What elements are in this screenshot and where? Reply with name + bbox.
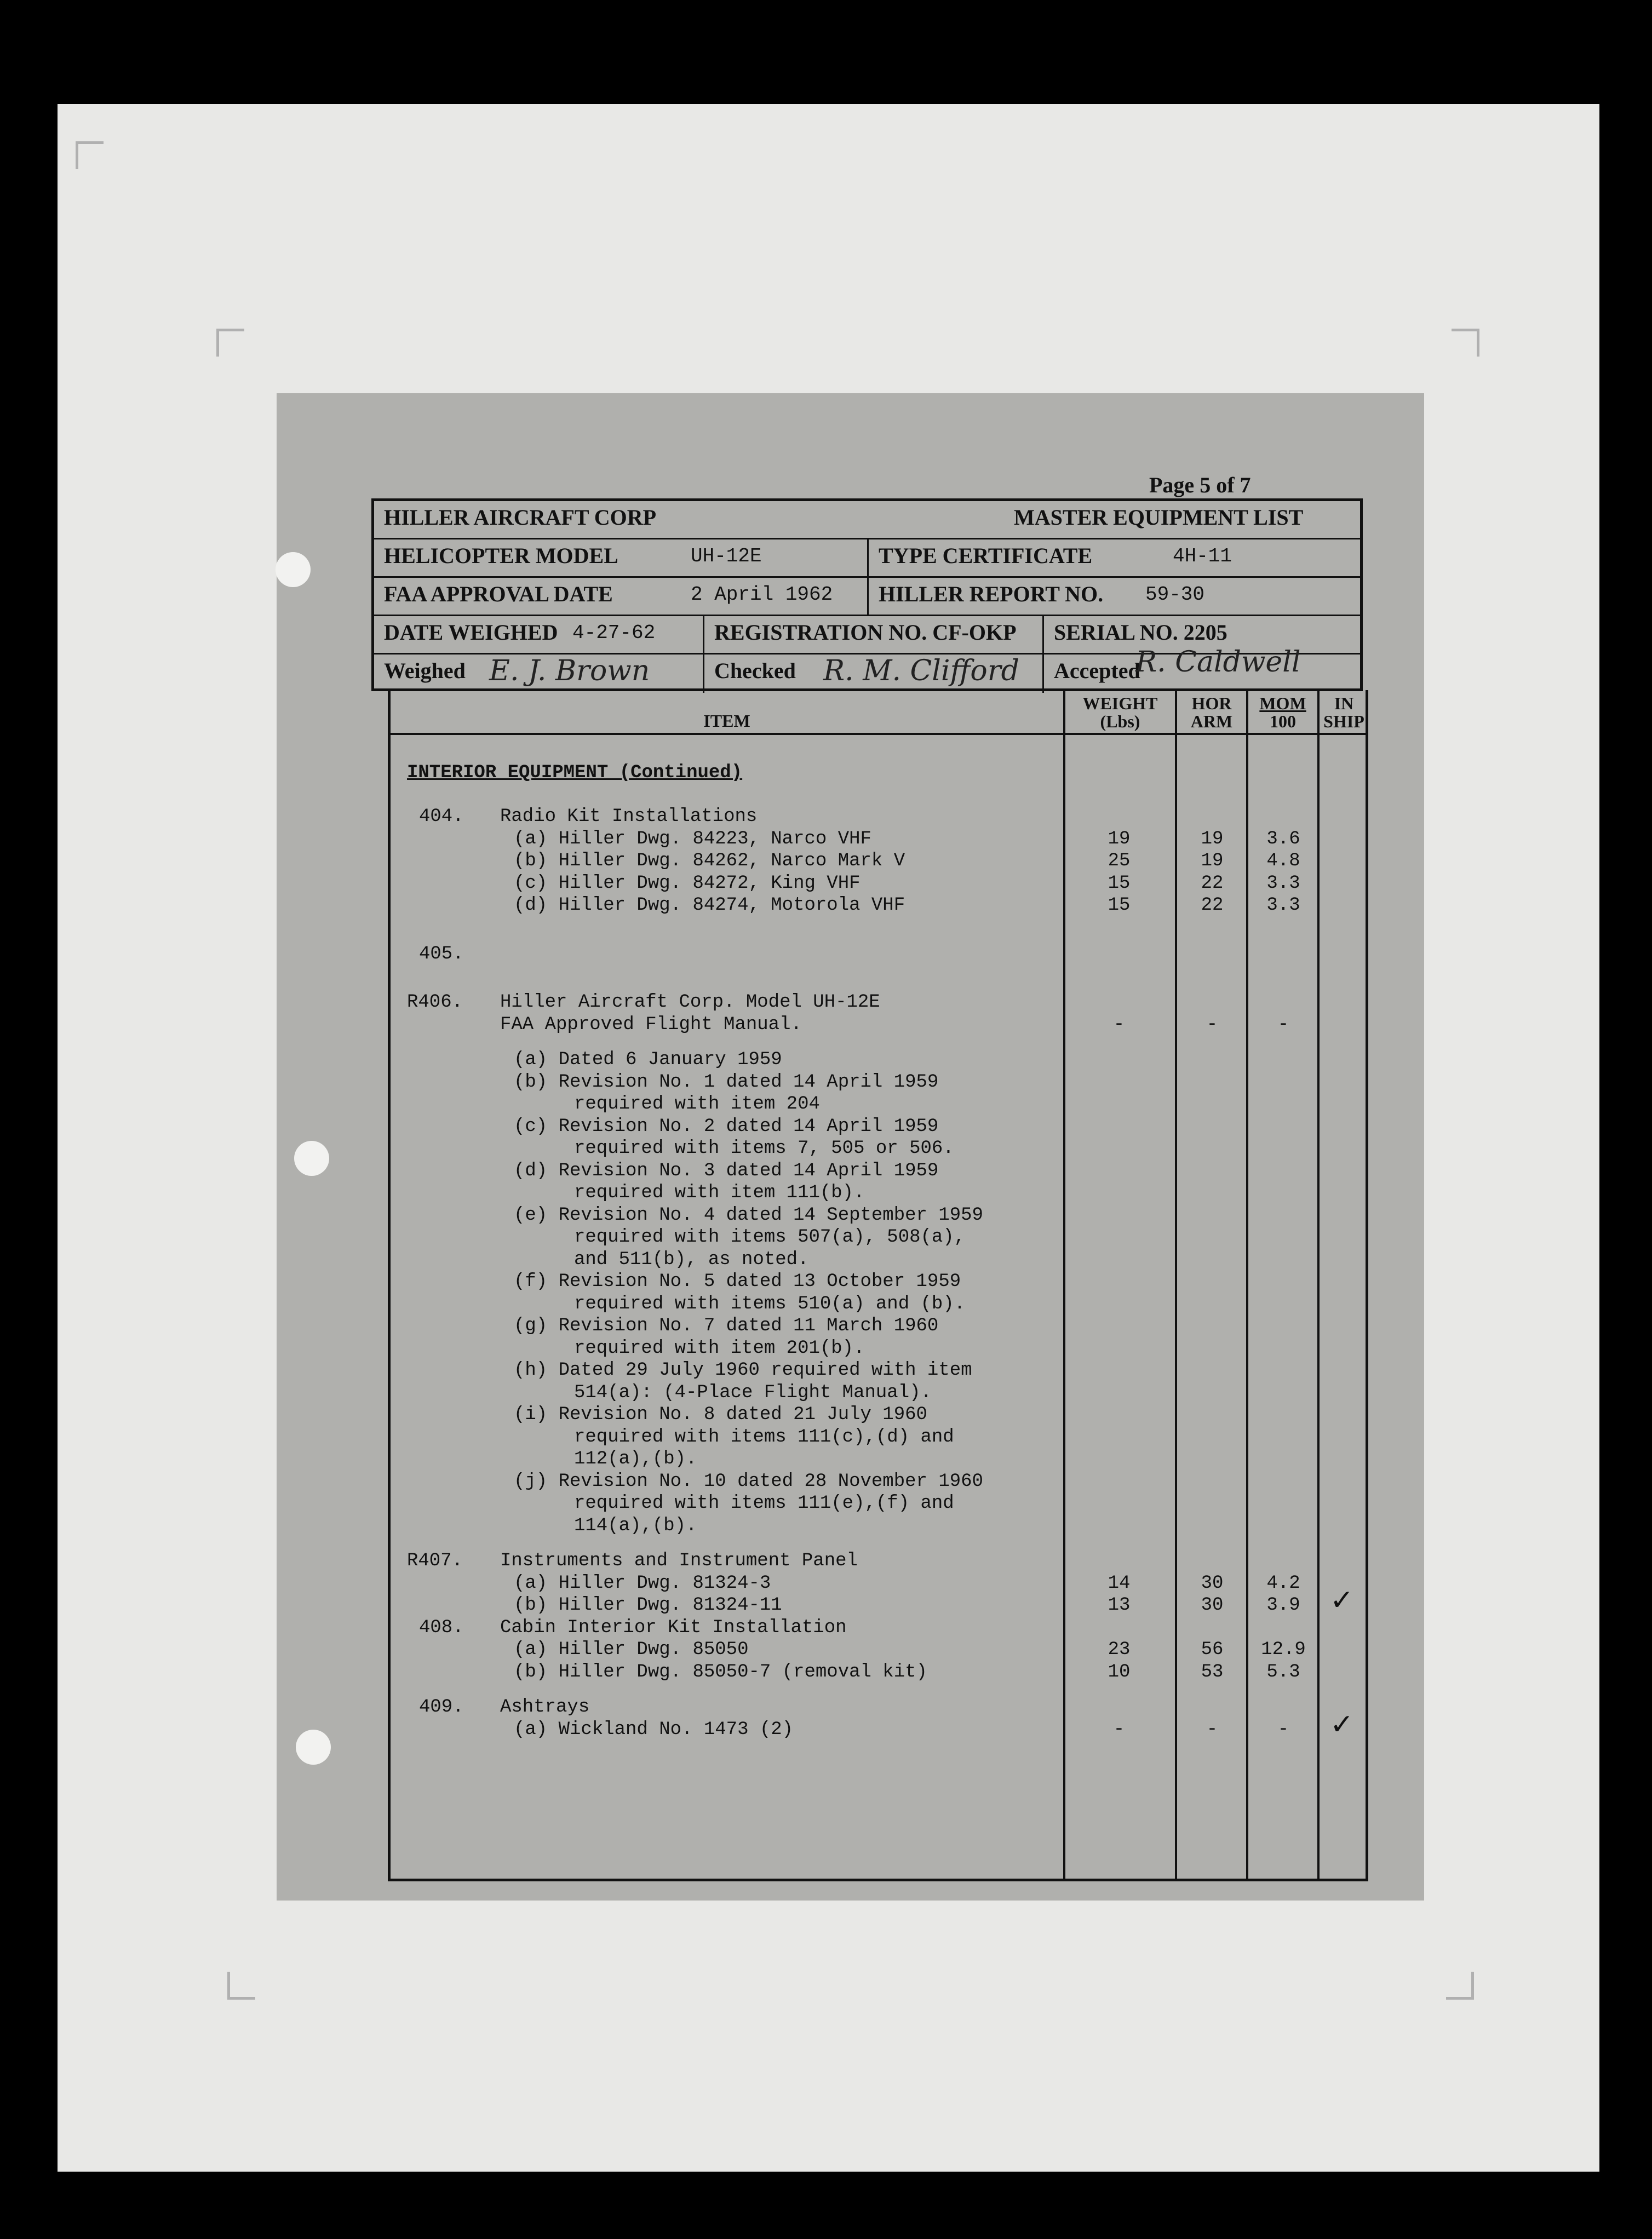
moment-value: 3.3 xyxy=(1266,895,1300,916)
item-description: (b) Revision No. 1 dated 14 April 1959 xyxy=(514,1071,939,1093)
mom-header-label: MOM xyxy=(1259,693,1306,713)
item-column-header xyxy=(391,690,1063,735)
weight-value: 10 xyxy=(1108,1661,1131,1683)
header-row-2 xyxy=(374,539,1360,578)
header-row-1 xyxy=(374,501,1360,539)
item-description: Radio Kit Installations xyxy=(500,806,758,827)
item-description: (a) Wickland No. 1473 (2) xyxy=(514,1719,794,1740)
item-continuation-text: 112(a),(b). xyxy=(574,1449,697,1469)
punch-hole-top xyxy=(276,552,311,587)
moment-value: 4.2 xyxy=(1266,1572,1300,1594)
in-ship-column-header xyxy=(1320,690,1368,735)
hor-header-label: HOR xyxy=(1191,693,1232,713)
item-continuation-text: required with items 510(a) and (b). xyxy=(574,1293,966,1314)
punch-hole-middle xyxy=(294,1141,329,1176)
item-continuation-text: and 511(b), as noted. xyxy=(574,1249,809,1270)
moment-value: 12.9 xyxy=(1261,1639,1306,1660)
list-title: MASTER EQUIPMENT LIST xyxy=(1014,505,1304,530)
moment-value: 4.8 xyxy=(1266,851,1300,871)
hor-arm-value: - xyxy=(1206,1719,1218,1740)
item-description: (g) Revision No. 7 dated 11 March 1960 xyxy=(514,1316,939,1336)
accepted-signature: R. Caldwell xyxy=(1135,646,1301,679)
in-ship-check-mark: ✓ xyxy=(1330,1708,1354,1741)
weight-value: 19 xyxy=(1108,828,1131,849)
in-ship-check-mark: ✓ xyxy=(1330,1584,1354,1617)
type-certificate-value: 4H-11 xyxy=(1173,545,1232,567)
hor-arm-value: - xyxy=(1206,1014,1218,1035)
crop-mark-top-left xyxy=(76,141,104,169)
weight-value: 25 xyxy=(1108,851,1131,871)
type-certificate-label: TYPE CERTIFICATE xyxy=(867,539,1092,576)
helicopter-model-value: UH-12E xyxy=(691,545,762,567)
item-description: (j) Revision No. 10 dated 28 November 1960 xyxy=(514,1471,983,1492)
item-description: Hiller Aircraft Corp. Model UH-12E xyxy=(500,992,880,1013)
item-description: (d) Hiller Dwg. 84274, Motorola VHF xyxy=(514,895,905,916)
item-number: 409. xyxy=(419,1697,464,1718)
hor-arm-value: 53 xyxy=(1201,1661,1224,1683)
weight-value: 13 xyxy=(1108,1595,1131,1616)
faa-approval-date: 2 April 1962 xyxy=(691,583,833,606)
hor-arm-column-header xyxy=(1177,690,1246,735)
in-ship-column-rule xyxy=(1317,690,1320,1879)
item-number: 404. xyxy=(419,806,464,827)
item-description: (e) Revision No. 4 dated 14 September 1959 xyxy=(514,1204,983,1226)
item-continuation-text: 114(a),(b). xyxy=(574,1515,697,1536)
item-number: R406. xyxy=(407,992,463,1013)
item-continuation-text: required with items 111(e),(f) and xyxy=(574,1493,954,1514)
in-header-label: IN xyxy=(1334,693,1354,713)
accepted-label: Accepted xyxy=(1042,655,1140,693)
item-description: (c) Hiller Dwg. 84272, King VHF xyxy=(514,872,861,894)
item-description: (a) Dated 6 January 1959 xyxy=(514,1049,782,1070)
serial-label: SERIAL NO. 2205 xyxy=(1042,616,1227,653)
crop-mark-tr-inner xyxy=(1452,329,1479,357)
weight-value: 23 xyxy=(1108,1639,1131,1660)
item-continuation-text: required with items 7, 505 or 506. xyxy=(574,1138,954,1159)
item-description: (f) Revision No. 5 dated 13 October 1959 xyxy=(514,1271,961,1292)
equipment-table xyxy=(388,690,1368,1881)
item-header-label: ITEM xyxy=(703,711,750,731)
checked-label: Checked xyxy=(703,655,796,693)
hor-arm-value: 30 xyxy=(1201,1595,1224,1616)
moment-value: 3.9 xyxy=(1266,1595,1300,1616)
item-number: R407. xyxy=(407,1551,463,1571)
header-row-3 xyxy=(374,578,1360,616)
item-number: 408. xyxy=(419,1617,464,1638)
faa-approval-label: FAA APPROVAL DATE xyxy=(384,582,613,606)
item-continuation-text: required with item 204 xyxy=(574,1094,820,1115)
item-description: Cabin Interior Kit Installation xyxy=(500,1617,847,1638)
item-description: (a) Hiller Dwg. 81324-3 xyxy=(514,1572,771,1594)
date-weighed-value: 4-27-62 xyxy=(572,622,656,644)
company-name: HILLER AIRCRAFT CORP xyxy=(384,505,657,530)
item-continuation-text: required with items 507(a), 508(a), xyxy=(574,1227,966,1248)
ship-header-label: SHIP xyxy=(1323,711,1364,731)
weighed-signature: E. J. Brown xyxy=(489,655,650,687)
helicopter-model-label: HELICOPTER MODEL xyxy=(384,543,618,568)
report-number: 59-30 xyxy=(1145,583,1205,606)
mom-header-divisor: 100 xyxy=(1270,711,1296,731)
weight-value: 15 xyxy=(1108,895,1131,916)
item-description: (a) Hiller Dwg. 84223, Narco VHF xyxy=(514,828,871,849)
item-continuation-text: required with item 201(b). xyxy=(574,1337,865,1359)
hor-arm-value: 22 xyxy=(1201,872,1224,894)
crop-mark-tl-inner xyxy=(216,329,244,357)
item-description: (b) Hiller Dwg. 81324-11 xyxy=(514,1595,782,1616)
checked-signature: R. M. Clifford xyxy=(823,655,1019,687)
item-description: Instruments and Instrument Panel xyxy=(500,1551,858,1571)
hor-arm-value: 19 xyxy=(1201,828,1224,849)
item-description: (i) Revision No. 8 dated 21 July 1960 xyxy=(514,1404,927,1425)
hor-arm-value: 22 xyxy=(1201,895,1224,916)
moment-value: 3.6 xyxy=(1266,828,1300,849)
weight-column-rule xyxy=(1063,690,1065,1879)
item-description: (d) Revision No. 3 dated 14 April 1959 xyxy=(514,1160,939,1181)
item-continuation-text: required with item 111(b). xyxy=(574,1182,865,1203)
weighed-label: Weighed xyxy=(384,658,466,683)
weight-header-unit: (Lbs) xyxy=(1100,711,1140,731)
moment-value: 3.3 xyxy=(1266,872,1300,894)
page-number: Page 5 of 7 xyxy=(1149,473,1251,497)
mom-column-header xyxy=(1248,690,1317,735)
weight-value: 15 xyxy=(1108,872,1131,894)
date-weighed-label: DATE WEIGHED xyxy=(384,620,558,645)
weight-value: - xyxy=(1113,1719,1125,1740)
hor-arm-value: 56 xyxy=(1201,1639,1224,1660)
item-continuation-text: required with items 111(c),(d) and xyxy=(574,1426,954,1448)
item-description: (h) Dated 29 July 1960 required with item xyxy=(514,1360,972,1381)
moment-value: 5.3 xyxy=(1266,1661,1300,1683)
report-label: HILLER REPORT NO. xyxy=(867,578,1103,615)
item-continuation-text: 514(a): (4-Place Flight Manual). xyxy=(574,1382,932,1403)
punch-hole-bottom xyxy=(296,1730,331,1765)
item-description: FAA Approved Flight Manual. xyxy=(500,1014,802,1035)
item-description: (a) Hiller Dwg. 85050 xyxy=(514,1639,749,1660)
weight-header-label: WEIGHT xyxy=(1082,693,1158,713)
hor-arm-value: 19 xyxy=(1201,851,1224,871)
header-row-5 xyxy=(374,646,1360,693)
hor-arm-column-rule xyxy=(1175,690,1177,1879)
header-block xyxy=(371,498,1363,691)
moment-value: - xyxy=(1277,1719,1289,1740)
section-title: INTERIOR EQUIPMENT (Continued) xyxy=(407,762,743,783)
item-number: 405. xyxy=(419,943,464,965)
item-description: (b) Hiller Dwg. 85050-7 (removal kit) xyxy=(514,1661,927,1683)
crop-mark-br-inner xyxy=(1446,1972,1474,2000)
item-description: Ashtrays xyxy=(500,1697,590,1718)
registration-label: REGISTRATION NO. CF-OKP xyxy=(703,616,1017,653)
mom-column-rule xyxy=(1246,690,1248,1879)
arm-header-label: ARM xyxy=(1190,711,1233,731)
weight-value: 14 xyxy=(1108,1572,1131,1594)
hor-arm-value: 30 xyxy=(1201,1572,1224,1594)
weight-value: - xyxy=(1113,1014,1125,1035)
weight-column-header xyxy=(1065,690,1175,735)
item-description: (b) Hiller Dwg. 84262, Narco Mark V xyxy=(514,851,905,871)
moment-value: - xyxy=(1277,1014,1289,1035)
item-description: (c) Revision No. 2 dated 14 April 1959 xyxy=(514,1116,939,1137)
crop-mark-bl-inner xyxy=(227,1972,255,2000)
